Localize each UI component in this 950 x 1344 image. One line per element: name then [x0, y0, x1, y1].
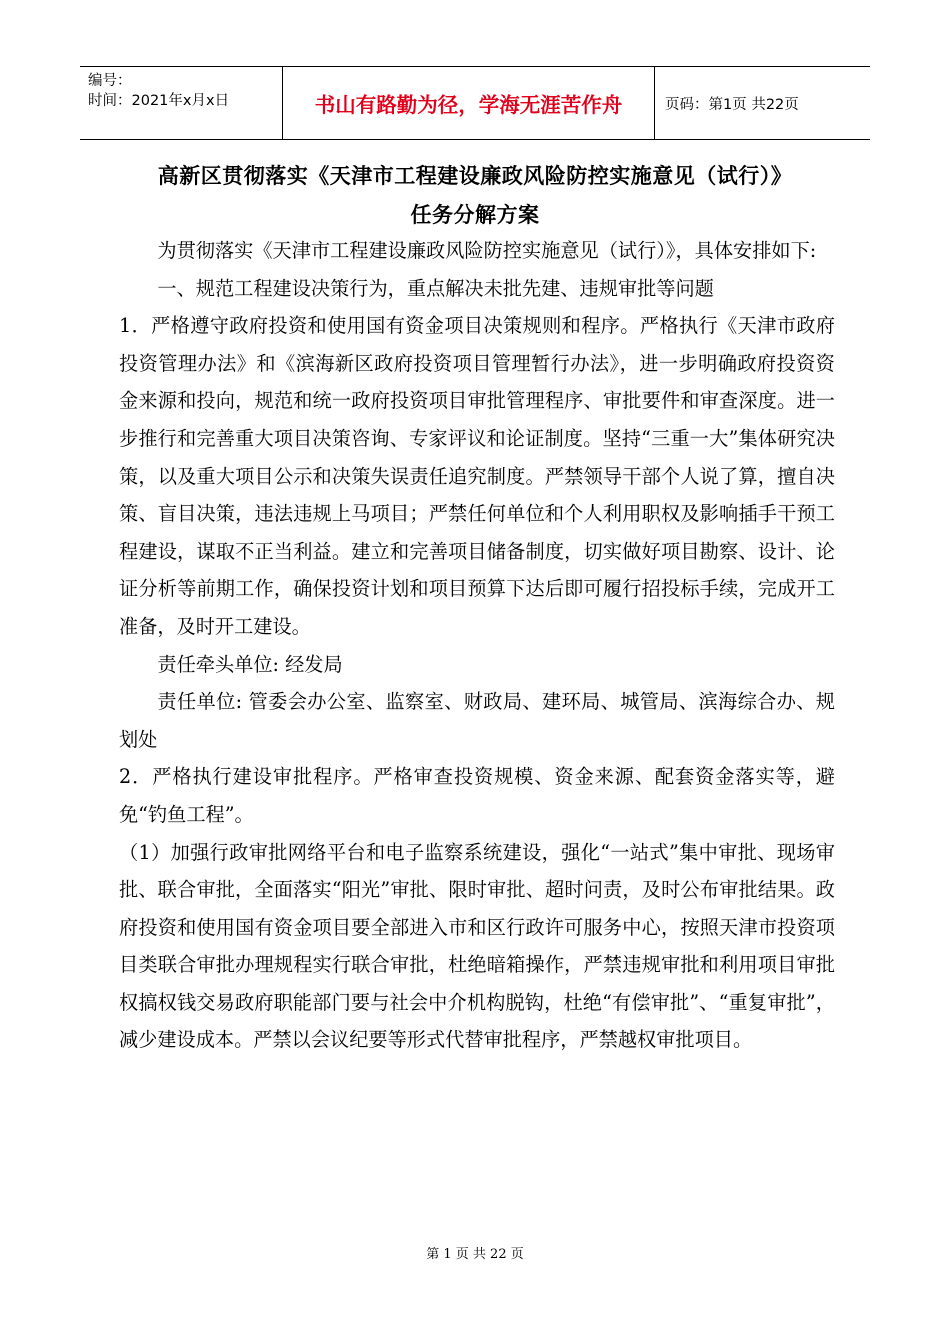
- subitem-paragraph-1: （1）加强行政审批网络平台和电子监察系统建设，强化“一站式”集中审批、现场审批、联合审批，全面落实“阳光”审批、限时审批、超时问责，及时公布审批结果。政府投资和使用国有资金项目要全部进入市和区行政许可服务中心，按照天津市投资项目类联合审批办理规程实行联合审批，杜绝暗箱操作，严禁违规审批和利用项目审批权搞权钱交易政府职能部门要与社会中介机构脱钩，杜绝“有偿审批”、“重复审批”，减少建设成本。严禁以会议纪要等形式代替审批程序，严禁越权审批项目。: [119, 840, 835, 1052]
- document-number-label: 编号：: [88, 73, 132, 89]
- document-title: 高新区贯彻落实《天津市工程建设廉政风险防控实施意见（试行）》: [157, 163, 793, 188]
- page-footer: 第 1 页 共 22 页: [426, 1247, 524, 1262]
- header-page-info: [655, 67, 870, 139]
- item-paragraph-2: 2．严格执行建设审批程序。严格审查投资规模、资金来源、配套资金落实等，避免“钓鱼工程”。: [119, 765, 835, 826]
- document-body: [119, 232, 835, 1059]
- motto-text: 书山有路勤为径，学海无涯苦作舟: [314, 93, 623, 117]
- item-paragraph-1: 1．严格遵守政府投资和使用国有资金项目决策规则和程序。严格执行《天津市政府投资管理办法》和《滨海新区政府投资项目管理暂行办法》，进一步明确政府投资资金来源和投向，规范和统一政府投资项目审批管理程序、审批要件和审查深度。进一步推行和完善重大项目决策咨询、专家评议和论证制度。坚持“三重一大”集体研究决策，以及重大项目公示和决策失误责任追究制度。严禁领导干部个人说了算，擅自决策、盲目决策，违法违规上马项目；严禁任何单位和个人利用职权及影响插手干预工程建设，谋取不正当利益。建立和完善项目储备制度，切实做好项目勘察、设计、论证分析等前期工作，确保投资计划和项目预算下达后即可履行招投标手续，完成开工准备，及时开工建设。: [119, 314, 835, 638]
- section-heading: 一、规范工程建设决策行为，重点解决未批先建、违规审批等问题: [157, 276, 714, 300]
- responsible-units-paragraph: 责任单位: 管委会办公室、监察室、财政局、建环局、城管局、滨海综合办、规划处: [119, 690, 835, 751]
- header-motto: [282, 67, 655, 139]
- lead-unit-paragraph: 责任牵头单位: 经发局: [157, 652, 343, 676]
- page-info-text: 页码：第1页 共22页: [665, 96, 799, 113]
- document-subtitle: 任务分解方案: [410, 202, 540, 227]
- intro-paragraph: 为贯彻落实《天津市工程建设廉政风险防控实施意见（试行）》，具体安排如下:: [157, 239, 817, 262]
- page-header: [80, 66, 870, 140]
- header-left-cell: [80, 67, 282, 139]
- document-date-label: 时间：2021年x月x日: [88, 93, 230, 109]
